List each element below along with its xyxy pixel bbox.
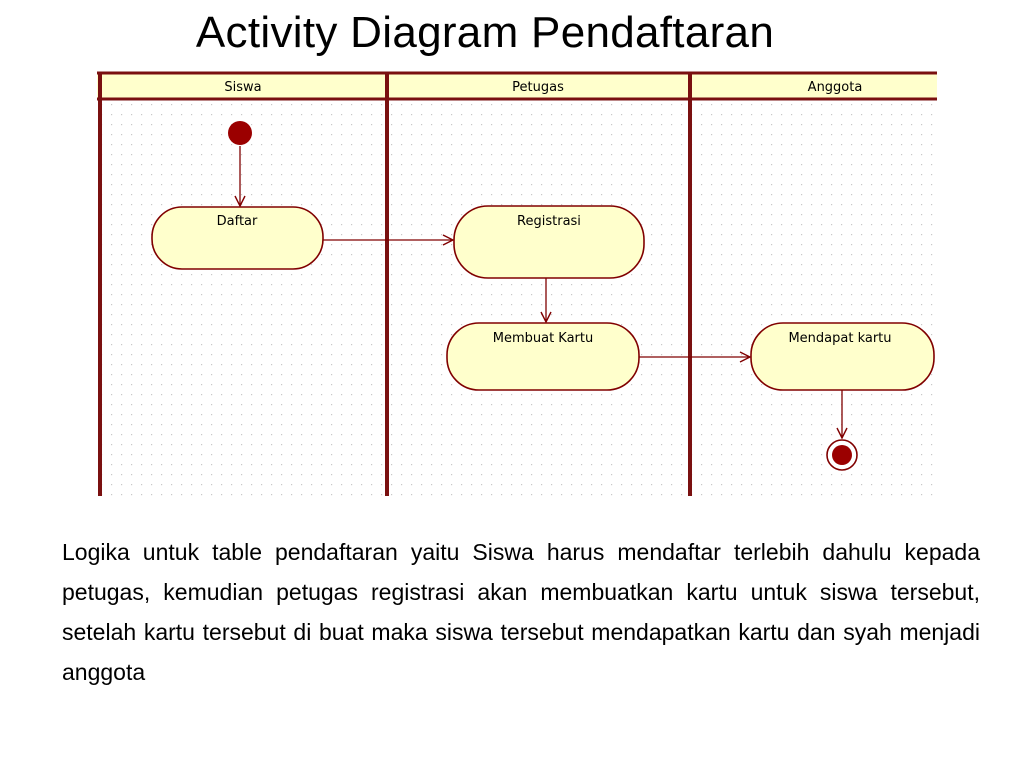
diagram-grid	[97, 100, 937, 496]
activity-membuat-kartu-label: Membuat Kartu	[492, 331, 594, 346]
swimlane-label-petugas: Petugas	[512, 80, 564, 95]
activity-daftar-label: Daftar	[216, 214, 258, 229]
activity-diagram	[97, 70, 937, 496]
initial-node	[228, 121, 252, 145]
activity-mendapat-kartu-label: Mendapat kartu	[788, 331, 892, 346]
swimlane-label-siswa: Siswa	[224, 80, 262, 95]
slide-title: Activity Diagram Pendaftaran	[195, 8, 775, 57]
final-node-core	[832, 445, 852, 465]
activity-registrasi-label: Registrasi	[517, 214, 581, 229]
swimlane-label-anggota: Anggota	[807, 80, 863, 95]
activity-diagram-canvas	[97, 70, 937, 496]
slide-caption: Logika untuk table pendaftaran yaitu Siswa harus mendaftar terlebih dahulu kepada petugas, kemudian petugas registrasi akan membuatkan kartu untuk siswa tersebut, setelah kartu tersebut di buat maka siswa tersebut mendapatkan kartu dan syah menjadi anggota	[62, 539, 980, 685]
